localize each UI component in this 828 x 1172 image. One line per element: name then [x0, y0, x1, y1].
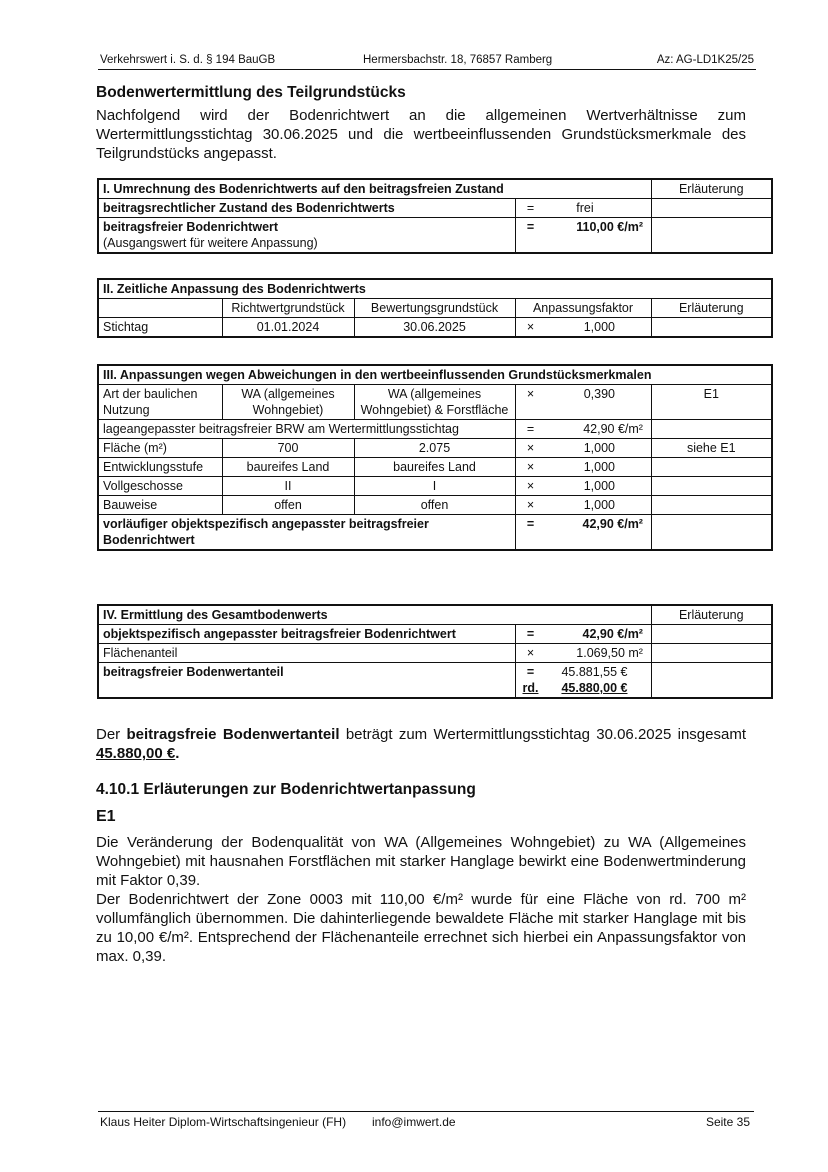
table2-row-label: Stichtag	[98, 318, 222, 338]
footer-email: info@imwert.de	[372, 1115, 456, 1129]
table3-r7-label: vorläufiger objektspezifisch angepasster beitragsfreier Bodenrichtwert	[98, 515, 515, 551]
table4-r1-label: objektspezifisch angepasster beitragsfreier Bodenrichtwert	[98, 625, 515, 644]
table3-r4-v1: baureifes Land	[222, 458, 354, 477]
table3-r6-v1: offen	[222, 496, 354, 515]
table3-r2-label: lageangepasster beitragsfreier BRW am Wertermittlungsstichtag	[98, 420, 515, 439]
table-time-adjustment	[97, 278, 773, 338]
table3-r3-v1: 700	[222, 439, 354, 458]
table3-r4-factor: × 1,000	[515, 458, 651, 477]
conclusion-paragraph: Der beitragsfreie Bodenwertanteil beträgt zum Wertermittlungsstichtag 30.06.2025 insgesamt 45.880,00 €.	[96, 726, 746, 762]
table2-row-v2: 30.06.2025	[354, 318, 515, 338]
table2-row-factor: × 1,000	[515, 318, 651, 338]
table3-r2-value: = 42,90 €/m²	[515, 420, 651, 439]
e1-paragraph-2: Der Bodenrichtwert der Zone 0003 mit 110,00 €/m² wurde für eine Fläche von rd. 700 m² vollumfänglich übernommen. Die dahinterliegende bewaldete Fläche mit starker Hanglage mit bis zu 10,00 €/m². Entsprechend der Flächenanteile errechnet sich hierbei ein Anpassungsfaktor von max. 0,39.	[96, 891, 746, 965]
table3-r1-erl: E1	[651, 385, 772, 420]
intro-paragraph: Nachfolgend wird der Bodenrichtwert an die allgemeinen Wertverhältnisse zum Wertermittlungsstichtag 30.06.2025 und die wertbeeinflussenden Grundstücksmerkmale des Teilgrundstücks angepasst.	[96, 107, 746, 162]
table3-r5-v1: II	[222, 477, 354, 496]
e1-paragraph-1: Die Veränderung der Bodenqualität von WA (Allgemeines Wohngebiet) zu WA (Allgemeines Wohngebiet) mit hausnahen Forstflächen mit starker Hanglage bewirkt eine Bodenwertminderung mit Faktor 0,39.	[96, 834, 746, 889]
page-number: Seite 35	[705, 1115, 750, 1129]
table3-r6-v2: offen	[354, 496, 515, 515]
table2-col4: Erläuterung	[651, 299, 772, 318]
table4-r3-value: = 45.881,55 € rd. 45.880,00 €	[515, 663, 651, 699]
table3-r3-label: Fläche (m²)	[98, 439, 222, 458]
table-conversion	[97, 178, 773, 254]
table2-col1: Richtwertgrundstück	[222, 299, 354, 318]
table3-r5-v2: I	[354, 477, 515, 496]
page-footer	[98, 1111, 754, 1129]
table3-r4-label: Entwicklungsstufe	[98, 458, 222, 477]
table4-r1-value: = 42,90 €/m²	[515, 625, 651, 644]
table3-heading: III. Anpassungen wegen Abweichungen in den wertbeeinflussenden Grundstücksmerkmalen	[98, 365, 772, 385]
table3-r6-factor: × 1,000	[515, 496, 651, 515]
table2-col2: Bewertungsgrundstück	[354, 299, 515, 318]
table2-col3: Anpassungsfaktor	[515, 299, 651, 318]
table3-r3-factor: × 1,000	[515, 439, 651, 458]
page-header	[98, 53, 756, 70]
table3-r7-value: = 42,90 €/m²	[515, 515, 651, 551]
total-land-value: 45.880,00 €	[96, 745, 176, 762]
table1-row2-value: = 110,00 €/m²	[515, 218, 651, 254]
subsection-heading: 4.10.1 Erläuterungen zur Bodenrichtwertanpassung	[96, 781, 476, 798]
table1-erl-header: Erläuterung	[651, 179, 772, 199]
table1-row2-label: beitragsfreier Bodenrichtwert (Ausgangswert für weitere Anpassung)	[98, 218, 515, 254]
table3-r5-label: Vollgeschosse	[98, 477, 222, 496]
header-left: Verkehrswert i. S. d. § 194 BauGB	[100, 54, 276, 66]
header-reference: Az: AG-LD1K25/25	[656, 54, 754, 66]
table1-row1-label: beitragsrechtlicher Zustand des Bodenrichtwerts	[98, 199, 515, 218]
table4-r3-label: beitragsfreier Bodenwertanteil	[98, 663, 515, 699]
table3-r3-erl: siehe E1	[651, 439, 772, 458]
table3-r5-factor: × 1,000	[515, 477, 651, 496]
footer-author: Klaus Heiter Diplom-Wirtschaftsingenieur (FH)	[100, 1115, 347, 1129]
header-address: Hermersbachstr. 18, 76857 Ramberg	[363, 54, 553, 66]
table3-r4-v2: baureifes Land	[354, 458, 515, 477]
table3-r1-label: Art der baulichen Nutzung	[98, 385, 222, 420]
table2-row-v1: 01.01.2024	[222, 318, 354, 338]
table3-r1-v1: WA (allgemeines Wohngebiet)	[222, 385, 354, 420]
table2-heading: II. Zeitliche Anpassung des Bodenrichtwerts	[98, 279, 772, 299]
e1-heading: E1	[96, 808, 116, 825]
table3-r1-v2: WA (allgemeines Wohngebiet) & Forstfläche	[354, 385, 515, 420]
table4-r2-label: Flächenanteil	[98, 644, 515, 663]
table3-r6-label: Bauweise	[98, 496, 222, 515]
table1-heading: I. Umrechnung des Bodenrichtwerts auf den beitragsfreien Zustand	[98, 179, 651, 199]
table4-heading: IV. Ermittlung des Gesamtbodenwerts	[98, 605, 651, 625]
table3-r1-factor: × 0,390	[515, 385, 651, 420]
table-total-land-value	[97, 604, 773, 699]
section-heading: Bodenwertermittlung des Teilgrundstücks	[96, 84, 406, 101]
table3-r3-v2: 2.075	[354, 439, 515, 458]
table1-row1-value: = frei	[515, 199, 651, 218]
table-feature-adjustments	[97, 364, 773, 551]
table4-erl-header: Erläuterung	[651, 605, 772, 625]
table4-r2-value: × 1.069,50 m²	[515, 644, 651, 663]
